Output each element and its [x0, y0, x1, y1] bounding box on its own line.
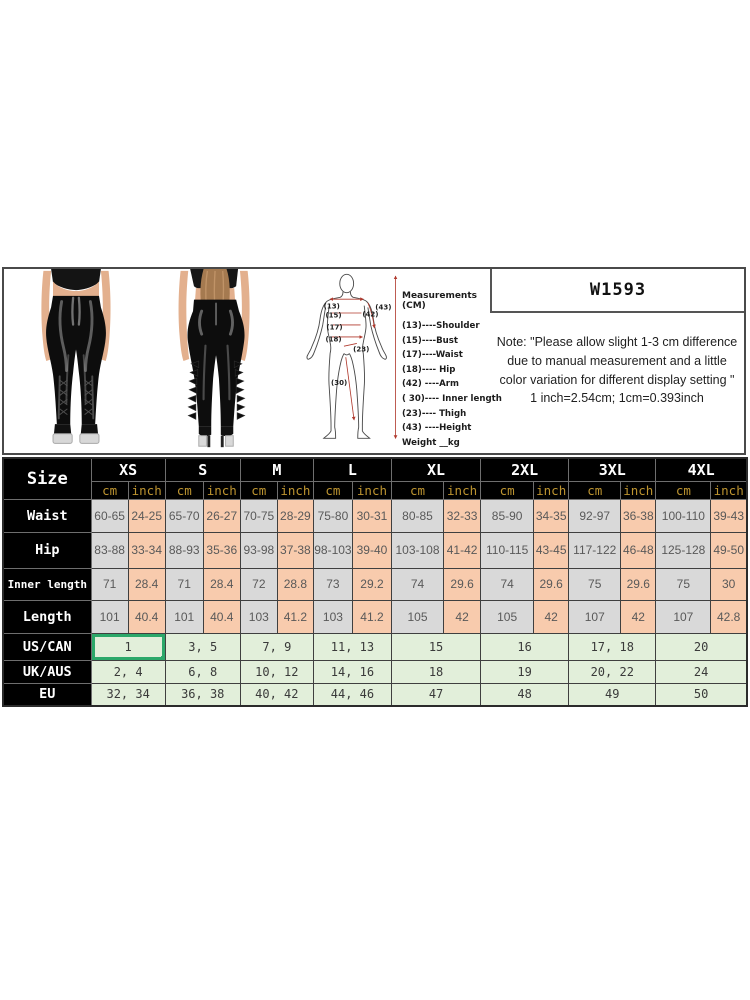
size-table — [2, 457, 748, 707]
table-cell: 39-43 — [711, 499, 747, 532]
table-cell: 43-45 — [534, 532, 569, 568]
product-photos — [4, 269, 296, 453]
table-cell: 74 — [481, 568, 534, 600]
table-cell: 105 — [481, 600, 534, 633]
table-cell: 42 — [621, 600, 656, 633]
size-header-m: M — [240, 458, 313, 481]
table-cell: 107 — [569, 600, 621, 633]
legend-item: Weight __kg — [402, 437, 460, 448]
table-cell: 46-48 — [621, 532, 656, 568]
table-cell: 85-90 — [481, 499, 534, 532]
table-cell: 42 — [534, 600, 569, 633]
table-cell: 30-31 — [352, 499, 391, 532]
front-view-photo — [16, 269, 136, 451]
table-cell: 15 — [391, 633, 480, 660]
table-cell: 42.8 — [711, 600, 747, 633]
table-cell: 47 — [391, 683, 480, 706]
table-cell: 36-38 — [621, 499, 656, 532]
unit-header-cm: cm — [240, 481, 277, 499]
table-cell: 41.2 — [277, 600, 313, 633]
size-header-3xl: 3XL — [569, 458, 656, 481]
legend-item: (17)----Waist — [402, 350, 463, 361]
table-cell: 32-33 — [444, 499, 481, 532]
table-cell: 105 — [391, 600, 443, 633]
table-cell: 28-29 — [277, 499, 313, 532]
table-cell: 75 — [569, 568, 621, 600]
unit-header-cm: cm — [391, 481, 443, 499]
size-header-l: L — [313, 458, 391, 481]
table-cell: 88-93 — [165, 532, 203, 568]
unit-header-inch: inch — [711, 481, 747, 499]
table-cell: 2, 4 — [91, 660, 165, 683]
size-header-4xl: 4XL — [656, 458, 747, 481]
product-code: W1593 — [589, 280, 647, 300]
table-cell: 72 — [240, 568, 277, 600]
table-cell: 125-128 — [656, 532, 711, 568]
table-cell: 3, 5 — [165, 633, 240, 660]
table-cell: 42 — [444, 600, 481, 633]
table-cell: 101 — [165, 600, 203, 633]
table-cell: 41.2 — [352, 600, 391, 633]
table-cell: 40.4 — [128, 600, 165, 633]
body-diagram — [296, 269, 402, 453]
table-cell: 71 — [165, 568, 203, 600]
table-cell: 75-80 — [313, 499, 352, 532]
table-cell: 65-70 — [165, 499, 203, 532]
table-cell: 110-115 — [481, 532, 534, 568]
row-label: EU — [3, 683, 91, 706]
table-cell: 29.6 — [621, 568, 656, 600]
table-cell: 26-27 — [203, 499, 240, 532]
row-label: Length — [3, 600, 91, 633]
unit-header-cm: cm — [656, 481, 711, 499]
table-cell: 6, 8 — [165, 660, 240, 683]
diagram-label-thigh: (23) — [353, 345, 370, 354]
unit-header-row — [3, 481, 747, 499]
diagram-label-bust: (15) — [325, 311, 342, 320]
table-cell: 44, 46 — [313, 683, 391, 706]
row-label: Inner length — [3, 568, 91, 600]
note-column — [490, 269, 744, 453]
diagram-label-inner-length: (30) — [331, 378, 348, 387]
diagram-label-waist: (17) — [326, 323, 343, 332]
table-cell: 37-38 — [277, 532, 313, 568]
conversion-text: 1 inch=2.54cm; 1cm=0.393inch — [530, 391, 704, 406]
table-cell: 29.6 — [444, 568, 481, 600]
table-cell: 30 — [711, 568, 747, 600]
table-cell: 35-36 — [203, 532, 240, 568]
size-header-row — [3, 458, 747, 481]
table-cell: 103 — [313, 600, 352, 633]
row-label: Hip — [3, 532, 91, 568]
row-label: Waist — [3, 499, 91, 532]
size-header-xs: XS — [91, 458, 165, 481]
table-cell: 7, 9 — [240, 633, 313, 660]
table-cell: 33-34 — [128, 532, 165, 568]
legend-item: (13)----Shoulder — [402, 321, 480, 331]
table-cell: 40, 42 — [240, 683, 313, 706]
table-cell: 49 — [569, 683, 656, 706]
table-cell: 40.4 — [203, 600, 240, 633]
row-label: US/CAN — [3, 633, 91, 660]
table-cell: 17, 18 — [569, 633, 656, 660]
unit-header-cm: cm — [481, 481, 534, 499]
back-view-photo — [149, 269, 284, 451]
selected-cell: 1 — [91, 633, 165, 660]
unit-header-inch: inch — [621, 481, 656, 499]
table-cell: 20 — [656, 633, 747, 660]
table-cell: 92-97 — [569, 499, 621, 532]
table-cell: 29.2 — [352, 568, 391, 600]
unit-header-cm: cm — [91, 481, 128, 499]
region-row — [3, 660, 747, 683]
table-cell: 28.4 — [128, 568, 165, 600]
diagram-label-arm: (42) — [362, 310, 379, 319]
table-cell: 20, 22 — [569, 660, 656, 683]
region-row — [3, 633, 747, 660]
measurement-legend — [402, 269, 502, 453]
table-cell: 19 — [481, 660, 569, 683]
legend-item: (18)---- Hip — [402, 364, 456, 375]
body-diagram-svg — [296, 269, 402, 451]
table-cell: 28.8 — [277, 568, 313, 600]
legend-item: (43) ----Height — [402, 423, 472, 434]
table-cell: 24 — [656, 660, 747, 683]
table-cell: 74 — [391, 568, 443, 600]
measure-row — [3, 532, 747, 568]
note-text: Note: "Please allow slight 1-3 cm difference due to manual measurement and a little color variation for different display setting " — [496, 335, 738, 387]
row-label: UK/AUS — [3, 660, 91, 683]
unit-header-inch: inch — [203, 481, 240, 499]
table-cell: 36, 38 — [165, 683, 240, 706]
legend-item: ( 30)---- Inner length — [402, 393, 502, 404]
table-cell: 71 — [91, 568, 128, 600]
table-cell: 34-35 — [534, 499, 569, 532]
diagram-label-height: (43) — [375, 303, 392, 312]
unit-header-inch: inch — [128, 481, 165, 499]
unit-header-inch: inch — [534, 481, 569, 499]
table-cell: 107 — [656, 600, 711, 633]
legend-list — [402, 319, 502, 450]
measure-row — [3, 499, 747, 532]
size-header-xl: XL — [391, 458, 480, 481]
table-cell: 93-98 — [240, 532, 277, 568]
table-cell: 73 — [313, 568, 352, 600]
table-cell: 28.4 — [203, 568, 240, 600]
unit-header-inch: inch — [277, 481, 313, 499]
table-cell: 48 — [481, 683, 569, 706]
table-corner-label: Size — [3, 458, 91, 499]
table-cell: 10, 12 — [240, 660, 313, 683]
table-cell: 24-25 — [128, 499, 165, 532]
table-cell: 39-40 — [352, 532, 391, 568]
table-cell: 16 — [481, 633, 569, 660]
unit-header-cm: cm — [313, 481, 352, 499]
unit-header-inch: inch — [444, 481, 481, 499]
legend-item: (15)----Bust — [402, 335, 458, 346]
table-cell: 60-65 — [91, 499, 128, 532]
table-cell: 98-103 — [313, 532, 352, 568]
table-cell: 100-110 — [656, 499, 711, 532]
info-panel — [2, 267, 746, 455]
table-cell: 75 — [656, 568, 711, 600]
measure-row — [3, 568, 747, 600]
table-cell: 70-75 — [240, 499, 277, 532]
table-cell: 50 — [656, 683, 747, 706]
table-cell: 101 — [91, 600, 128, 633]
size-header-s: S — [165, 458, 240, 481]
table-cell: 103-108 — [391, 532, 443, 568]
table-cell: 14, 16 — [313, 660, 391, 683]
table-cell: 80-85 — [391, 499, 443, 532]
region-row — [3, 683, 747, 706]
measurements-title: Measurements (CM) — [402, 291, 477, 311]
table-cell: 103 — [240, 600, 277, 633]
measure-row — [3, 600, 747, 633]
table-cell: 29.6 — [534, 568, 569, 600]
legend-item: (23)---- Thigh — [402, 408, 467, 419]
unit-header-cm: cm — [569, 481, 621, 499]
product-code-box — [490, 267, 746, 313]
unit-header-inch: inch — [352, 481, 391, 499]
unit-header-cm: cm — [165, 481, 203, 499]
table-cell: 18 — [391, 660, 480, 683]
table-cell: 83-88 — [91, 532, 128, 568]
table-cell: 49-50 — [711, 532, 747, 568]
table-cell: 32, 34 — [91, 683, 165, 706]
table-cell: 41-42 — [444, 532, 481, 568]
diagram-label-hip: (18) — [325, 335, 342, 344]
size-header-2xl: 2XL — [481, 458, 569, 481]
diagram-label-shoulder: (13) — [323, 302, 340, 311]
legend-item: (42) ----Arm — [402, 379, 459, 390]
table-cell: 11, 13 — [313, 633, 391, 660]
table-cell: 117-122 — [569, 532, 621, 568]
